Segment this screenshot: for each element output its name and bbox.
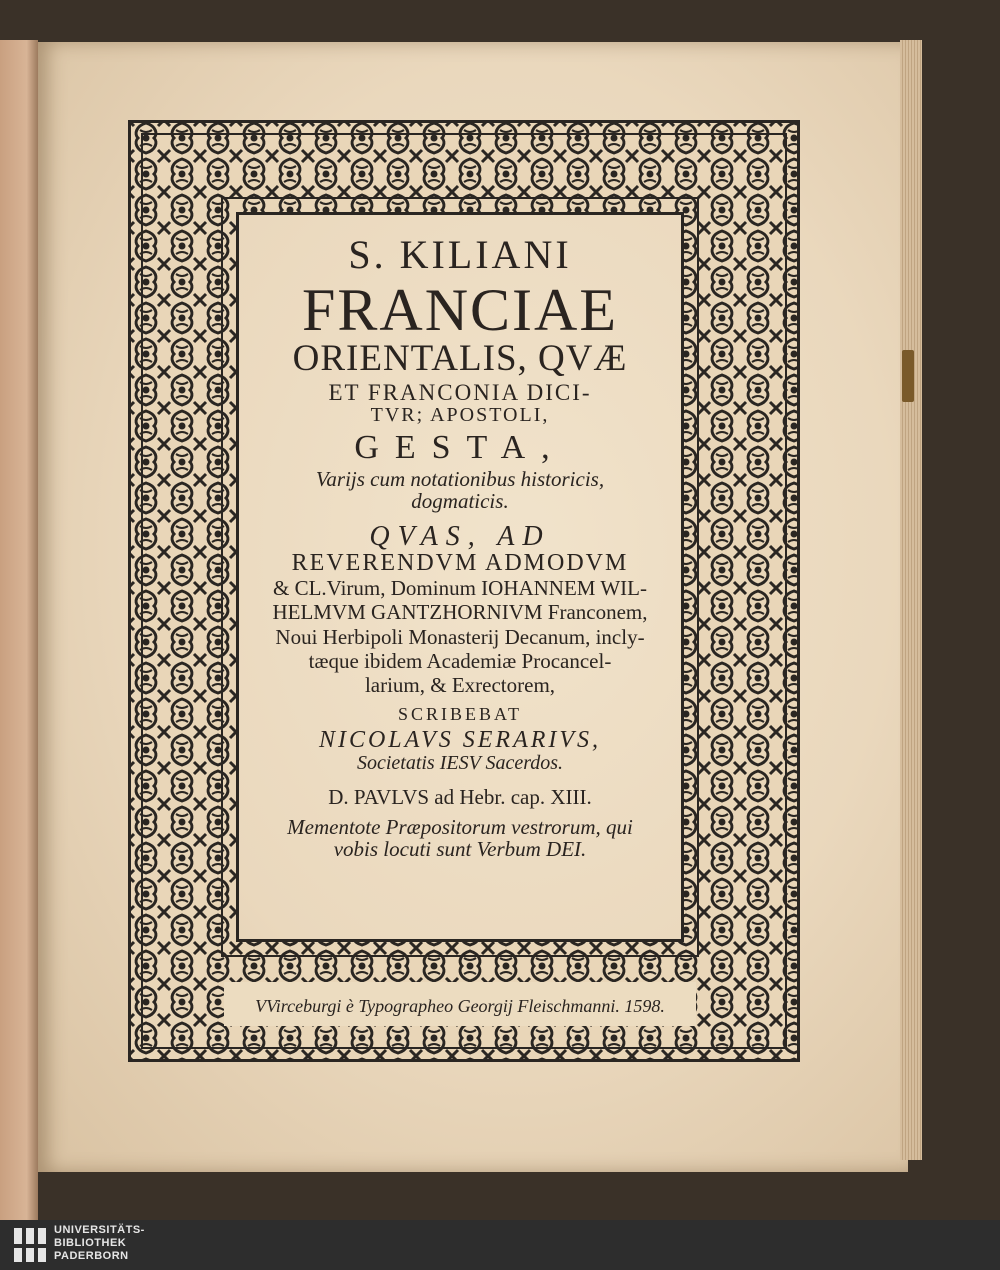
title-line-4: ET FRANCONIA DICI- <box>328 379 592 405</box>
title-line-15: larium, & Exrectorem, <box>364 672 556 697</box>
title-line-18: Societatis IESV Sacerdos. <box>356 752 564 775</box>
title-line-9: QVAS, AD <box>369 520 551 552</box>
title-line-17: NICOLAVS SERARIVS, <box>318 726 602 753</box>
title-text-block <box>242 234 678 860</box>
title-line-14: tæque ibidem Academiæ Procancel- <box>308 648 612 673</box>
title-line-5: TVR; APOSTOLI, <box>370 403 550 426</box>
title-line-12: HELMVM GANTZHORNIVM Franconem, <box>272 600 648 625</box>
title-line-1: S. KILIANI <box>348 232 572 277</box>
library-name-line-2: BIBLIOTHEK <box>54 1237 127 1249</box>
bookmark-tab <box>902 350 914 402</box>
title-line-13: Noui Herbipoli Monasterij Decanum, incly- <box>275 624 645 649</box>
title-line-6: GESTA, <box>354 428 566 466</box>
left-page-edge <box>0 40 38 1220</box>
library-name-line-3: PADERBORN <box>54 1250 129 1262</box>
title-line-3: ORIENTALIS, QVÆ <box>292 338 628 379</box>
library-name-line-1: UNIVERSITÄTS- <box>54 1224 145 1236</box>
library-name <box>54 1224 145 1263</box>
title-line-19: D. PAVLVS ad Hebr. cap. XIII. <box>328 785 592 810</box>
title-line-16: SCRIBEBAT <box>397 704 523 725</box>
title-line-20: Mementote Præpositorum vestrorum, qui <box>287 815 633 840</box>
library-logo-icon <box>12 1226 48 1264</box>
title-line-11: & CL.Virum, Dominum IOHANNEM WIL- <box>273 576 647 601</box>
title-line-10: REVERENDVM ADMODVM <box>291 550 629 577</box>
title-line-7: Varijs cum notationibus historicis, <box>315 466 605 491</box>
title-line-8: dogmaticis. <box>411 488 509 513</box>
title-line-2: FRANCIAE <box>301 277 619 343</box>
title-line-21: vobis locuti sunt Verbum DEI. <box>333 837 587 862</box>
library-footer <box>0 1220 1000 1270</box>
page-stack-edge <box>900 40 922 1160</box>
imprint-line: VVirceburgi è Typographeo Georgij Fleischmanni. 1598. <box>255 996 665 1016</box>
